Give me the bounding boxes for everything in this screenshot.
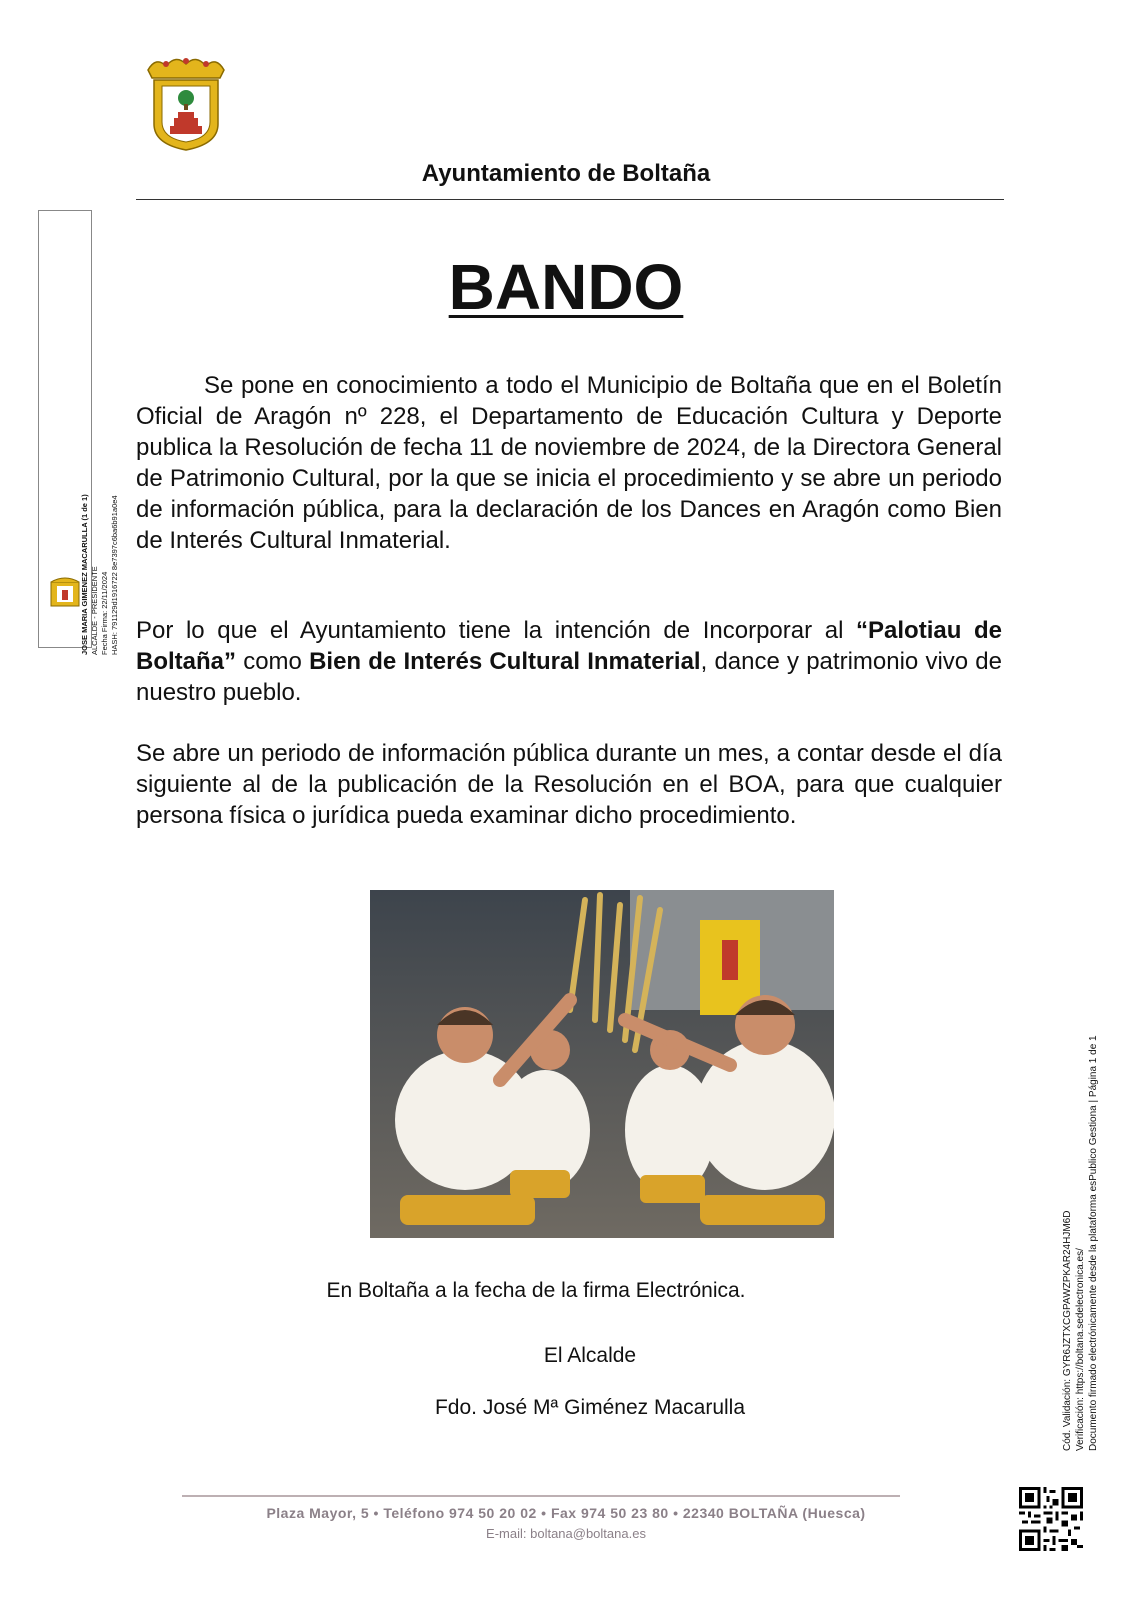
- body-paragraph-1: [136, 370, 1002, 556]
- body-paragraph-2: [136, 615, 1002, 708]
- verification-code: Cód. Validación: GYR6JZTXCGPAWZPKAR24HJM6D: [1062, 1210, 1073, 1451]
- closing-role: El Alcalde: [543, 1344, 637, 1367]
- document-title-text: BANDO: [448, 251, 684, 323]
- paragraph-2-bold-1: “Palotiau de Boltaña”: [136, 617, 1002, 675]
- document-title: [0, 250, 1132, 324]
- signature-hash: HASH: 791129d1916722 8e7397c6ba6b91a0e4: [110, 495, 119, 655]
- paragraph-2-part-2: como: [236, 648, 310, 675]
- organization-name: Ayuntamiento de Boltaña: [421, 160, 711, 187]
- paragraph-2-part-3: , dance y patrimonio vivo de nuestro pueblo.: [136, 648, 1003, 706]
- dancers-photo: [370, 890, 834, 1238]
- closing-signer: Fdo. José Mª Giménez Macarulla: [434, 1396, 746, 1419]
- verification-text: [1061, 991, 1107, 1451]
- coat-of-arms-icon: [136, 52, 236, 152]
- header-divider: [136, 199, 1004, 200]
- verification-note: Documento firmado electrónicamente desde la plataforma esPublico Gestiona | Página 1 de 1: [1088, 1035, 1099, 1451]
- body-paragraph-1-text: Se pone en conocimiento a todo el Municipio de Boltaña que en el Boletín Oficial de Aragón nº 228, el Departamento de Educación Cultura y Deporte publica la Resolución de fecha 11 de noviembre de 2024, de la Directora General de Patrimonio Cultural, por la que se inicia el procedimiento y se abre un periodo de información pública, para la declaración de los Dances en Aragón como Bien de Interés Cultural Inmaterial.: [136, 372, 1002, 554]
- signature-crest-icon: [45, 574, 85, 614]
- qr-code-icon: [1019, 1487, 1083, 1551]
- paragraph-2-part-1: Por lo que el Ayuntamiento tiene la intención de Incorporar al: [136, 617, 857, 644]
- closing-place-date: En Boltaña a la fecha de la firma Electrónica.: [326, 1279, 746, 1302]
- signature-role: ALCALDE - PRESIDENTE: [90, 566, 99, 655]
- signature-stamp-text: [80, 215, 134, 655]
- footer-address: Plaza Mayor, 5 • Teléfono 974 50 20 02 • Fax 974 50 23 80 • 22340 BOLTAÑA (Huesca): [266, 1505, 866, 1521]
- footer-email: E-mail: boltana@boltana.es: [486, 1526, 646, 1541]
- verification-url[interactable]: Verificación: https://boltana.sedelectronica.es/: [1075, 1248, 1086, 1451]
- body-paragraph-3: Se abre un periodo de información pública durante un mes, a contar desde el día siguiente al de la publicación de la Resolución en el BOA, para que cualquier persona física o jurídica pueda examinar dicho procedimiento.: [136, 740, 1002, 829]
- signature-name: JOSE MARIA GIMENEZ MACARULLA (1 de 1): [80, 494, 89, 655]
- paragraph-2-bold-2: Bien de Interés Cultural Inmaterial: [309, 648, 701, 675]
- signature-date: Fecha Firma: 22/11/2024: [100, 571, 109, 655]
- footer-divider: [182, 1495, 900, 1497]
